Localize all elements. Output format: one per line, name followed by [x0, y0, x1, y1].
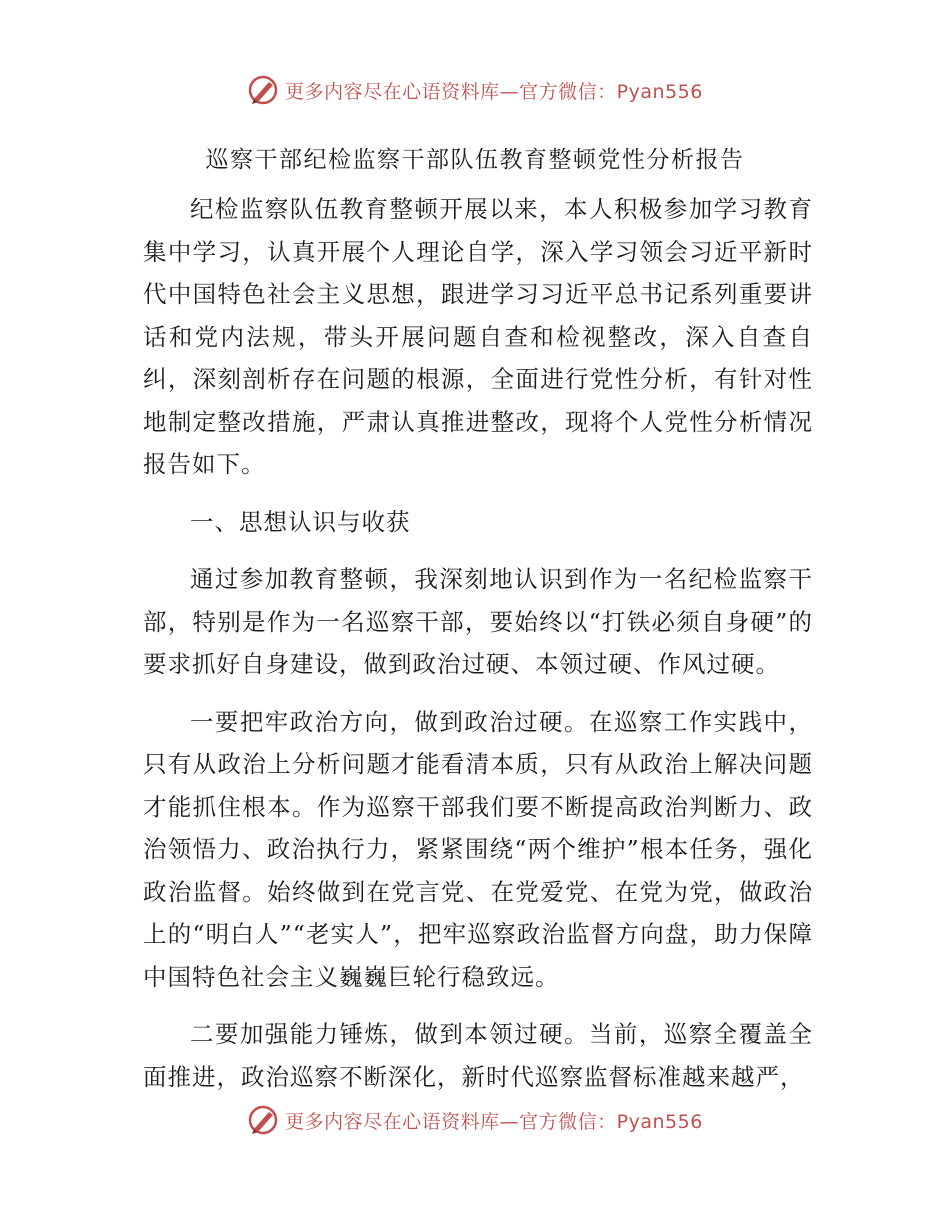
paragraph-ability: 二要加强能力锤炼，做到本领过硬。当前，巡察全覆盖全面推进，政治巡察不断深化，新时代巡察监督标准越来越严，: [143, 1020, 813, 1091]
watermark-banner-top: [0, 70, 950, 110]
watermark-banner-bottom: [0, 1100, 950, 1140]
document-title: 巡察干部纪检监察干部队伍教育整顿党性分析报告: [205, 147, 745, 173]
watermark-text: 更多内容尽在心语资料库—官方微信：Pyan556: [285, 1110, 703, 1133]
paragraph-intro: 纪检监察队伍教育整顿开展以来，本人积极参加学习教育集中学习，认真开展个人理论自学，深入学习领会习近平新时代中国特色社会主义思想，跟进学习习近平总书记系列重要讲话和党内法规，带头开展问题自查和检视整改，深入自查自纠，深刻剖析存在问题的根源，全面进行党性分析，有针对性地制定整改措施，严肃认真推进整改，现将个人党性分析情况报告如下。: [143, 195, 813, 478]
section-heading-1: 一、思想认识与收获: [190, 507, 411, 536]
wechat-id: Pyan556: [616, 1110, 703, 1133]
watermark-text: 更多内容尽在心语资料库—官方微信：Pyan556: [285, 80, 703, 103]
wechat-id: Pyan556: [616, 80, 703, 103]
pen-logo-icon: [247, 1104, 279, 1136]
pen-logo-icon: [247, 74, 279, 106]
paragraph-political: 一要把牢政治方向，做到政治过硬。在巡察工作实践中，只有从政治上分析问题才能看清本质，只有从政治上解决问题才能抓住根本。作为巡察干部我们要不断提高政治判断力、政治领悟力、政治执行力，紧紧围绕“两个维护”根本任务，强化政治监督。始终做到在党言党、在党爱党、在党为党，做政治上的“明白人”“老实人”，把牢巡察政治监督方向盘，助力保障中国特色社会主义巍巍巨轮行稳致远。: [143, 707, 813, 991]
paragraph-recognition: 通过参加教育整顿，我深刻地认识到作为一名纪检监察干部，特别是作为一名巡察干部，要始终以“打铁必须自身硬”的要求抓好自身建设，做到政治过硬、本领过硬、作风过硬。: [143, 565, 813, 678]
document-body: [143, 188, 813, 1113]
